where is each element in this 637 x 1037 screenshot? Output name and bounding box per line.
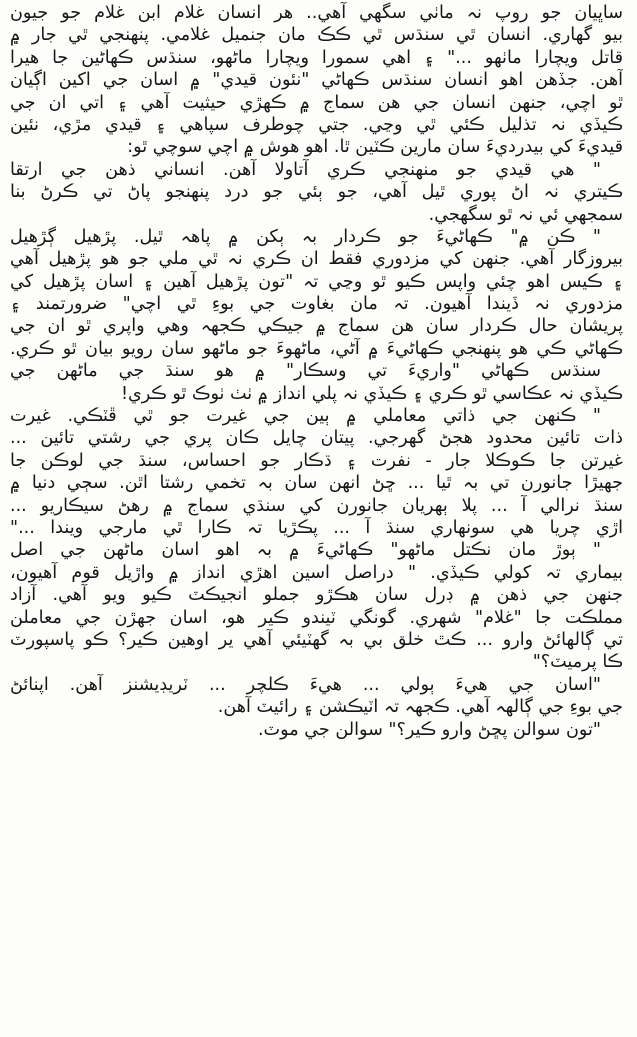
text-line: جهيڙا جانورن تي بہ ٿيا ... ڇڻ انهن سان بہ تخمي رشتا اٿن. سڄي دنيا ۾ (10, 473, 623, 494)
text-line: جنهن جي ذهن ۾ ڊرل سان هڪڙو جملو انجيڪٽ ڪيو ويو آهي. آزاد (10, 585, 623, 606)
text-line: مزدوري نہ ڏيندا آهيون. تہ مان بغاوت جي بوءِ ٿي اچي" ضرورتمند ۽ (10, 294, 623, 315)
text-line: پريشان حال ڪردار سان هن سماج ۾ جيڪي ڪجهہ وهي واپري ٿو ان جي (10, 316, 623, 337)
text-line: بيماري تہ کولي ڪيڏي. " دراصل اسين اهڙي انداز ۾ واڙيل قوم آهيون، (10, 562, 623, 583)
text-line: "اسان جي هيءَ ٻولي ... هيءَ ڪلچر ... ٽريڊيشنز آهن. اپنائڻ (10, 674, 601, 695)
text-line: سنڌس ڪهاڻي "واريءَ تي وسڪار" ۾ هو سنڌ جي ماڻهن جي (10, 361, 601, 382)
text-line: قاتل ويچارا ماٺهو ..." ۽ اهي سمورا ويچارا ماڻهو، سنڌس ڪهاڻين جا هيرا (10, 47, 623, 68)
text-line: " ڪن ۾" ڪهاڻيءَ جو ڪردار بہ ٻکن ۾ پاهہ ٿيل. پڙهيل ڳڙهيل (10, 226, 601, 247)
text-line: بيروزگار آهي. جنهن کي مزدوري فقط ان ڪري نہ ٿي ملي جو هو پڙهيل آهي (10, 249, 623, 270)
text-line: ڪيڏي نہ عڪاسي ٿو ڪري ۽ ڪيڏي نہ پلي انداز ۾ ٺٺ ٺوڪ ٿو ڪري! (120, 383, 623, 404)
text-line: ساڀيان جو روپ نہ ماٺي سگهي آهي.. هر انسان غلام ابن غلام جو جيون (10, 3, 623, 23)
text-line: ڪهاڻي ڪي هو پنهنجي ڪهاڻيءَ ۾ آڻي، ماڻهوءَ جو ماڻهو سان رويو بيان ٿو ڪري. (10, 338, 623, 359)
text-line: مملڪت جا "غلام" شهري. گونگي ٽيندو ڪير هو، اسان جهڙن جي معاملن (10, 607, 623, 628)
text-line: بيو گهاري. انسان ٿي سنڌس ٿي ڪڪ مان جنميل غلامي. پنهنجي ٿي جار ۾ (10, 25, 623, 46)
text-line: جي بوءِ جي ڳالهہ آهي. ڪجهہ تہ اٽيڪشن ۽ رائيٽ آهن. (217, 697, 623, 718)
text-line: ۽ ڪيس اهو چئي واپس ڪيو ٿو وڃي تہ "تون پڙهيل آهين ۽ اسان پڙهيل کي (10, 271, 623, 292)
article-body (10, 2, 623, 741)
text-line: سمجهي ئي نہ ٿو سگهجي. (428, 204, 623, 225)
text-line: ڪيتري نہ اڻ پوري ٿيل آهي، جو ٻئي جو درد پنهنجو پاڻ تي ڪرڻ بنا (10, 182, 623, 203)
text-line: غيرتن جا ڪوڪلا جار - نفرت ۽ ڌڪار جو احساس، سنڌ جي لوڪن جا (10, 450, 623, 471)
text-line: تي ڳالهائڻ وارو ... ڪٿ خلق بي بہ گهٽيئي آهي ير اوهين ڪير؟ ڪو پاسپورٽ (10, 629, 623, 650)
text-line: سنڌ نرالي آ ... پلا ٻهريان جانورن کي سنڌي سماج ۾ رهڻ سيڪاريو ... (10, 495, 623, 516)
text-line: ڪيڏي نہ تذليل ڪئي ٿي وڃي. جتي چوطرف سپاهي ۽ قيدي مڙي، نئين (10, 114, 623, 135)
text-line: قيديءَ کي بيدرديءَ سان مارين ڪٽين ٿا. اهو هوش ۾ اچي سوچي ٿو: (127, 137, 623, 158)
text-line: "تون سوالن پڇڻ وارو ڪير؟" سوالن جي موٽ. (257, 719, 601, 740)
text-line: آهن. جڏهن اهو انسان سنڌس ڪهاڻي "نئون قيدي" ۾ اسان جي اکين اڳيان (10, 70, 623, 91)
text-line: اڙي چريا هي سونهاري سنڌ آ ... پڪڙيا تہ ڪارا ٿي مارجي ويندا ..." (10, 517, 623, 538)
text-line: ذات تائين محدود هجڻ گهرجي. پيتان چايل ڪان پري جي رشتي تائين ... (10, 428, 623, 449)
text-line: " ٻوڙ مان نڪتل ماڻهو" ڪهاڻيءَ ۾ بہ اهو اسان ماڻهن جي اصل (10, 540, 601, 561)
text-line: ڪا پرميٽ؟" (532, 652, 623, 673)
text-line: " ڪنهن جي ذاتي معاملي ۾ ٻين جي غيرت جو ٿي ڦٽڪي. غيرت (10, 406, 601, 427)
text-line: ٿو اچي، جنهن انسان جي هن سماج ۾ ڪهڙي حيثيت آهي ۽ اتي ان جي (10, 92, 623, 113)
text-line: " هي قيدي جو منهنجي ڪري آتاولا آهن. انساني ذهن جي ارتقا (10, 159, 601, 180)
